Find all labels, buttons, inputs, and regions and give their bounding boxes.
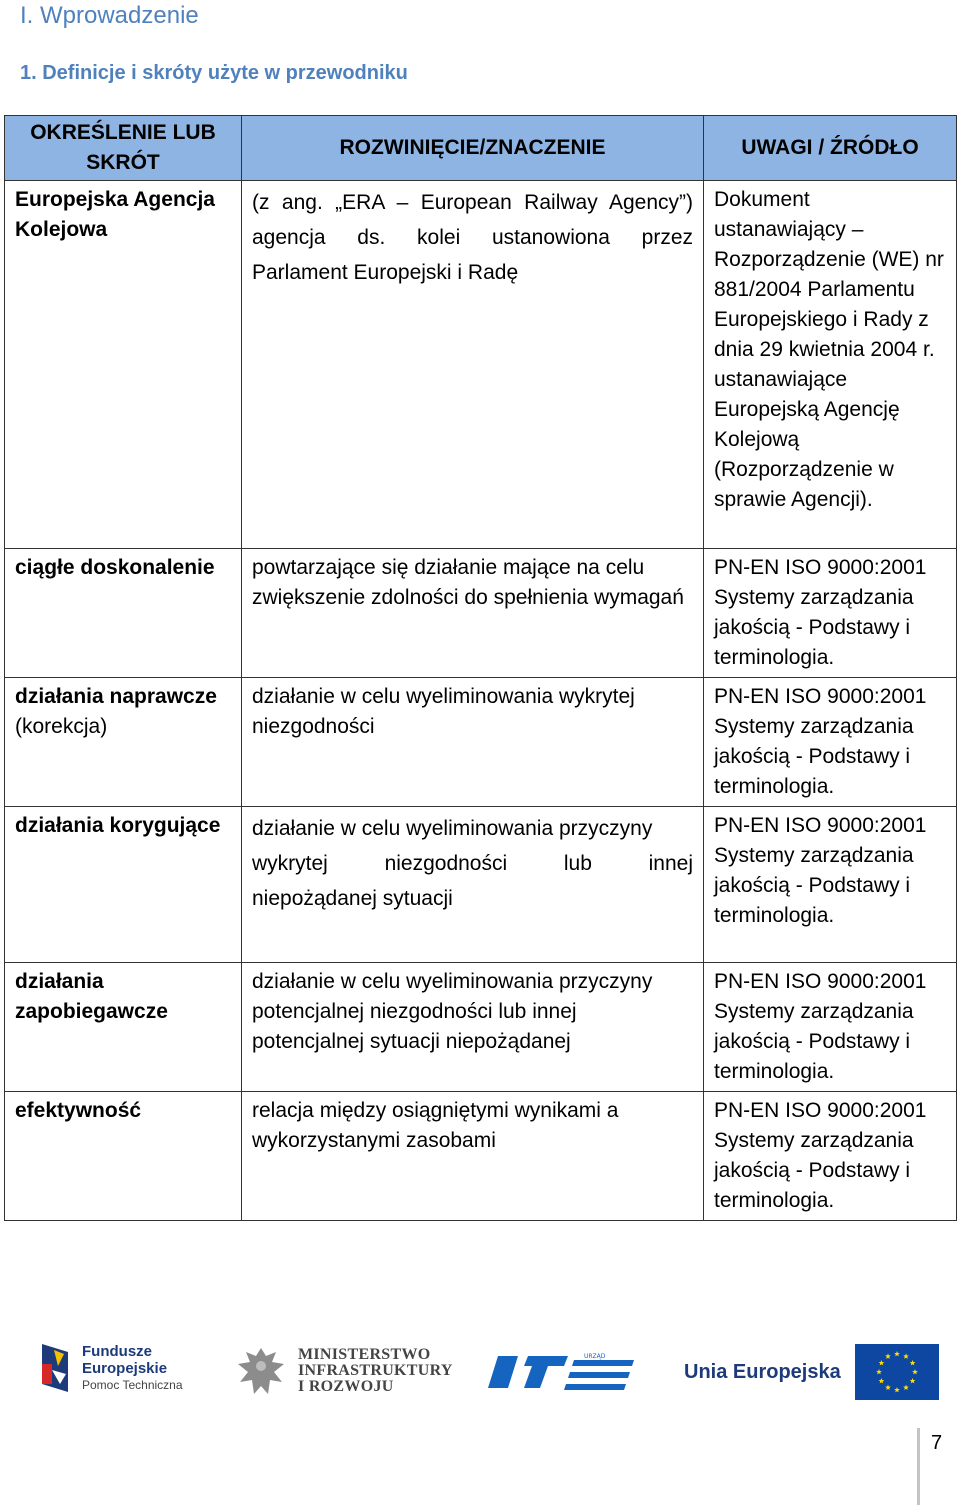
min-line: I ROZWOJU bbox=[298, 1378, 394, 1395]
meaning-line: (z ang. „ERA – European Railway Agency”) bbox=[252, 191, 693, 214]
page-number: 7 bbox=[931, 1432, 943, 1454]
logo-fundusze-europejskie bbox=[38, 1340, 183, 1396]
term-cell bbox=[5, 678, 242, 807]
fe-line: Fundusze bbox=[82, 1342, 152, 1360]
eu-star-icon bbox=[885, 1353, 891, 1358]
eu-star-icon bbox=[903, 1353, 909, 1358]
table-row bbox=[5, 963, 957, 1092]
eu-star-icon bbox=[894, 1387, 900, 1392]
min-line: INFRASTRUKTURY bbox=[298, 1362, 453, 1379]
page-number-bar bbox=[917, 1428, 920, 1505]
utk-small-text: URZĄD bbox=[584, 1353, 606, 1360]
source-cell: Dokument ustanawiający – Rozporządzenie (WE) nr 881/2004 Parlamentu Europejskiego i Rady z dnia 29 kwietnia 2004 r. ustanawiające Europejską Agencję Kolejową (Rozporządzenie w sprawie Agencji). bbox=[704, 181, 957, 549]
table-row bbox=[5, 549, 957, 678]
ue-text: Unia Europejska bbox=[684, 1360, 841, 1383]
term-cell: efektywność bbox=[5, 1092, 242, 1221]
eu-star-icon bbox=[885, 1385, 891, 1390]
eu-star-icon bbox=[878, 1378, 884, 1383]
term-cell: Europejska Agencja Kolejowa bbox=[5, 181, 242, 549]
term-cell: ciągłe doskonalenie bbox=[5, 549, 242, 678]
logo-utk bbox=[488, 1352, 638, 1392]
meaning-cell: działanie w celu wyeliminowania wykrytej niezgodności bbox=[242, 678, 704, 807]
term-suffix: (korekcja) bbox=[15, 715, 108, 738]
source-cell: PN-EN ISO 9000:2001 Systemy zarządzania jakością - Podstawy i terminologia. bbox=[704, 1092, 957, 1221]
meaning-cell: powtarzające się działanie mające na celu zwiększenie zdolności do spełnienia wymagań bbox=[242, 549, 704, 678]
fe-line: Europejskie bbox=[82, 1359, 168, 1377]
term-cell: działania korygujące bbox=[5, 807, 242, 963]
meaning-cell: relacja między osiągniętymi wynikami a wykorzystanymi zasobami bbox=[242, 1092, 704, 1221]
min-line: MINISTERSTWO bbox=[298, 1346, 431, 1363]
eu-star-icon bbox=[912, 1369, 918, 1374]
fe-star-icon bbox=[38, 1340, 74, 1396]
table-header-row bbox=[5, 116, 957, 181]
table-row bbox=[5, 807, 957, 963]
eu-star-icon bbox=[909, 1360, 915, 1365]
header-term-line1: OKREŚLENIE bbox=[30, 121, 167, 144]
utk-logo-icon bbox=[488, 1352, 638, 1392]
meaning-line: Parlament Europejski i Radę bbox=[252, 261, 519, 284]
meaning-line: niepożądanej sytuacji bbox=[252, 887, 453, 910]
subsection-heading: 1. Definicje i skróty użyte w przewodniku bbox=[20, 62, 408, 84]
header-source: UWAGI / ŹRÓDŁO bbox=[704, 116, 957, 181]
header-term-line2: LUB SKRÓT bbox=[86, 121, 216, 174]
fe-text bbox=[82, 1343, 183, 1394]
meaning-cell: działanie w celu wyeliminowania przyczyny potencjalnej niezgodności lub innej potencjalnej sytuacji niepożądanej bbox=[242, 963, 704, 1092]
eu-star-icon bbox=[903, 1385, 909, 1390]
eu-star-icon bbox=[878, 1360, 884, 1365]
definitions-table bbox=[4, 115, 957, 1221]
eu-star-icon bbox=[909, 1378, 915, 1383]
source-cell: PN-EN ISO 9000:2001 Systemy zarządzania jakością - Podstawy i terminologia. bbox=[704, 678, 957, 807]
section-heading: I. Wprowadzenie bbox=[20, 2, 199, 29]
eu-star-icon bbox=[876, 1369, 882, 1374]
meaning-cell bbox=[242, 807, 704, 963]
eu-flag-icon bbox=[855, 1344, 939, 1400]
ministerstwo-text bbox=[298, 1347, 453, 1395]
term-cell: działania zapobiegawcze bbox=[5, 963, 242, 1092]
term-text: działania naprawcze bbox=[15, 685, 217, 708]
meaning-cell bbox=[242, 181, 704, 549]
fe-line: Pomoc Techniczna bbox=[82, 1377, 183, 1392]
table-row bbox=[5, 678, 957, 807]
source-cell: PN-EN ISO 9000:2001 Systemy zarządzania jakością - Podstawy i terminologia. bbox=[704, 963, 957, 1092]
meaning-line: działanie w celu wyeliminowania przyczyny bbox=[252, 817, 653, 840]
meaning-line: agencja ds. kolei ustanowiona przez bbox=[252, 226, 693, 249]
logo-unia-europejska bbox=[684, 1344, 939, 1400]
source-cell: PN-EN ISO 9000:2001 Systemy zarządzania jakością - Podstawy i terminologia. bbox=[704, 807, 957, 963]
table-row bbox=[5, 181, 957, 549]
meaning-line: wykrytej niezgodności lub innej bbox=[252, 852, 693, 875]
eagle-emblem-icon bbox=[232, 1342, 290, 1400]
header-meaning: ROZWINIĘCIE/ZNACZENIE bbox=[242, 116, 704, 181]
logo-ministerstwo bbox=[232, 1342, 453, 1400]
source-cell: PN-EN ISO 9000:2001 Systemy zarządzania jakością - Podstawy i terminologia. bbox=[704, 549, 957, 678]
header-term bbox=[5, 116, 242, 181]
table-row bbox=[5, 1092, 957, 1221]
footer-logos bbox=[0, 1330, 960, 1410]
eu-star-icon bbox=[894, 1351, 900, 1356]
